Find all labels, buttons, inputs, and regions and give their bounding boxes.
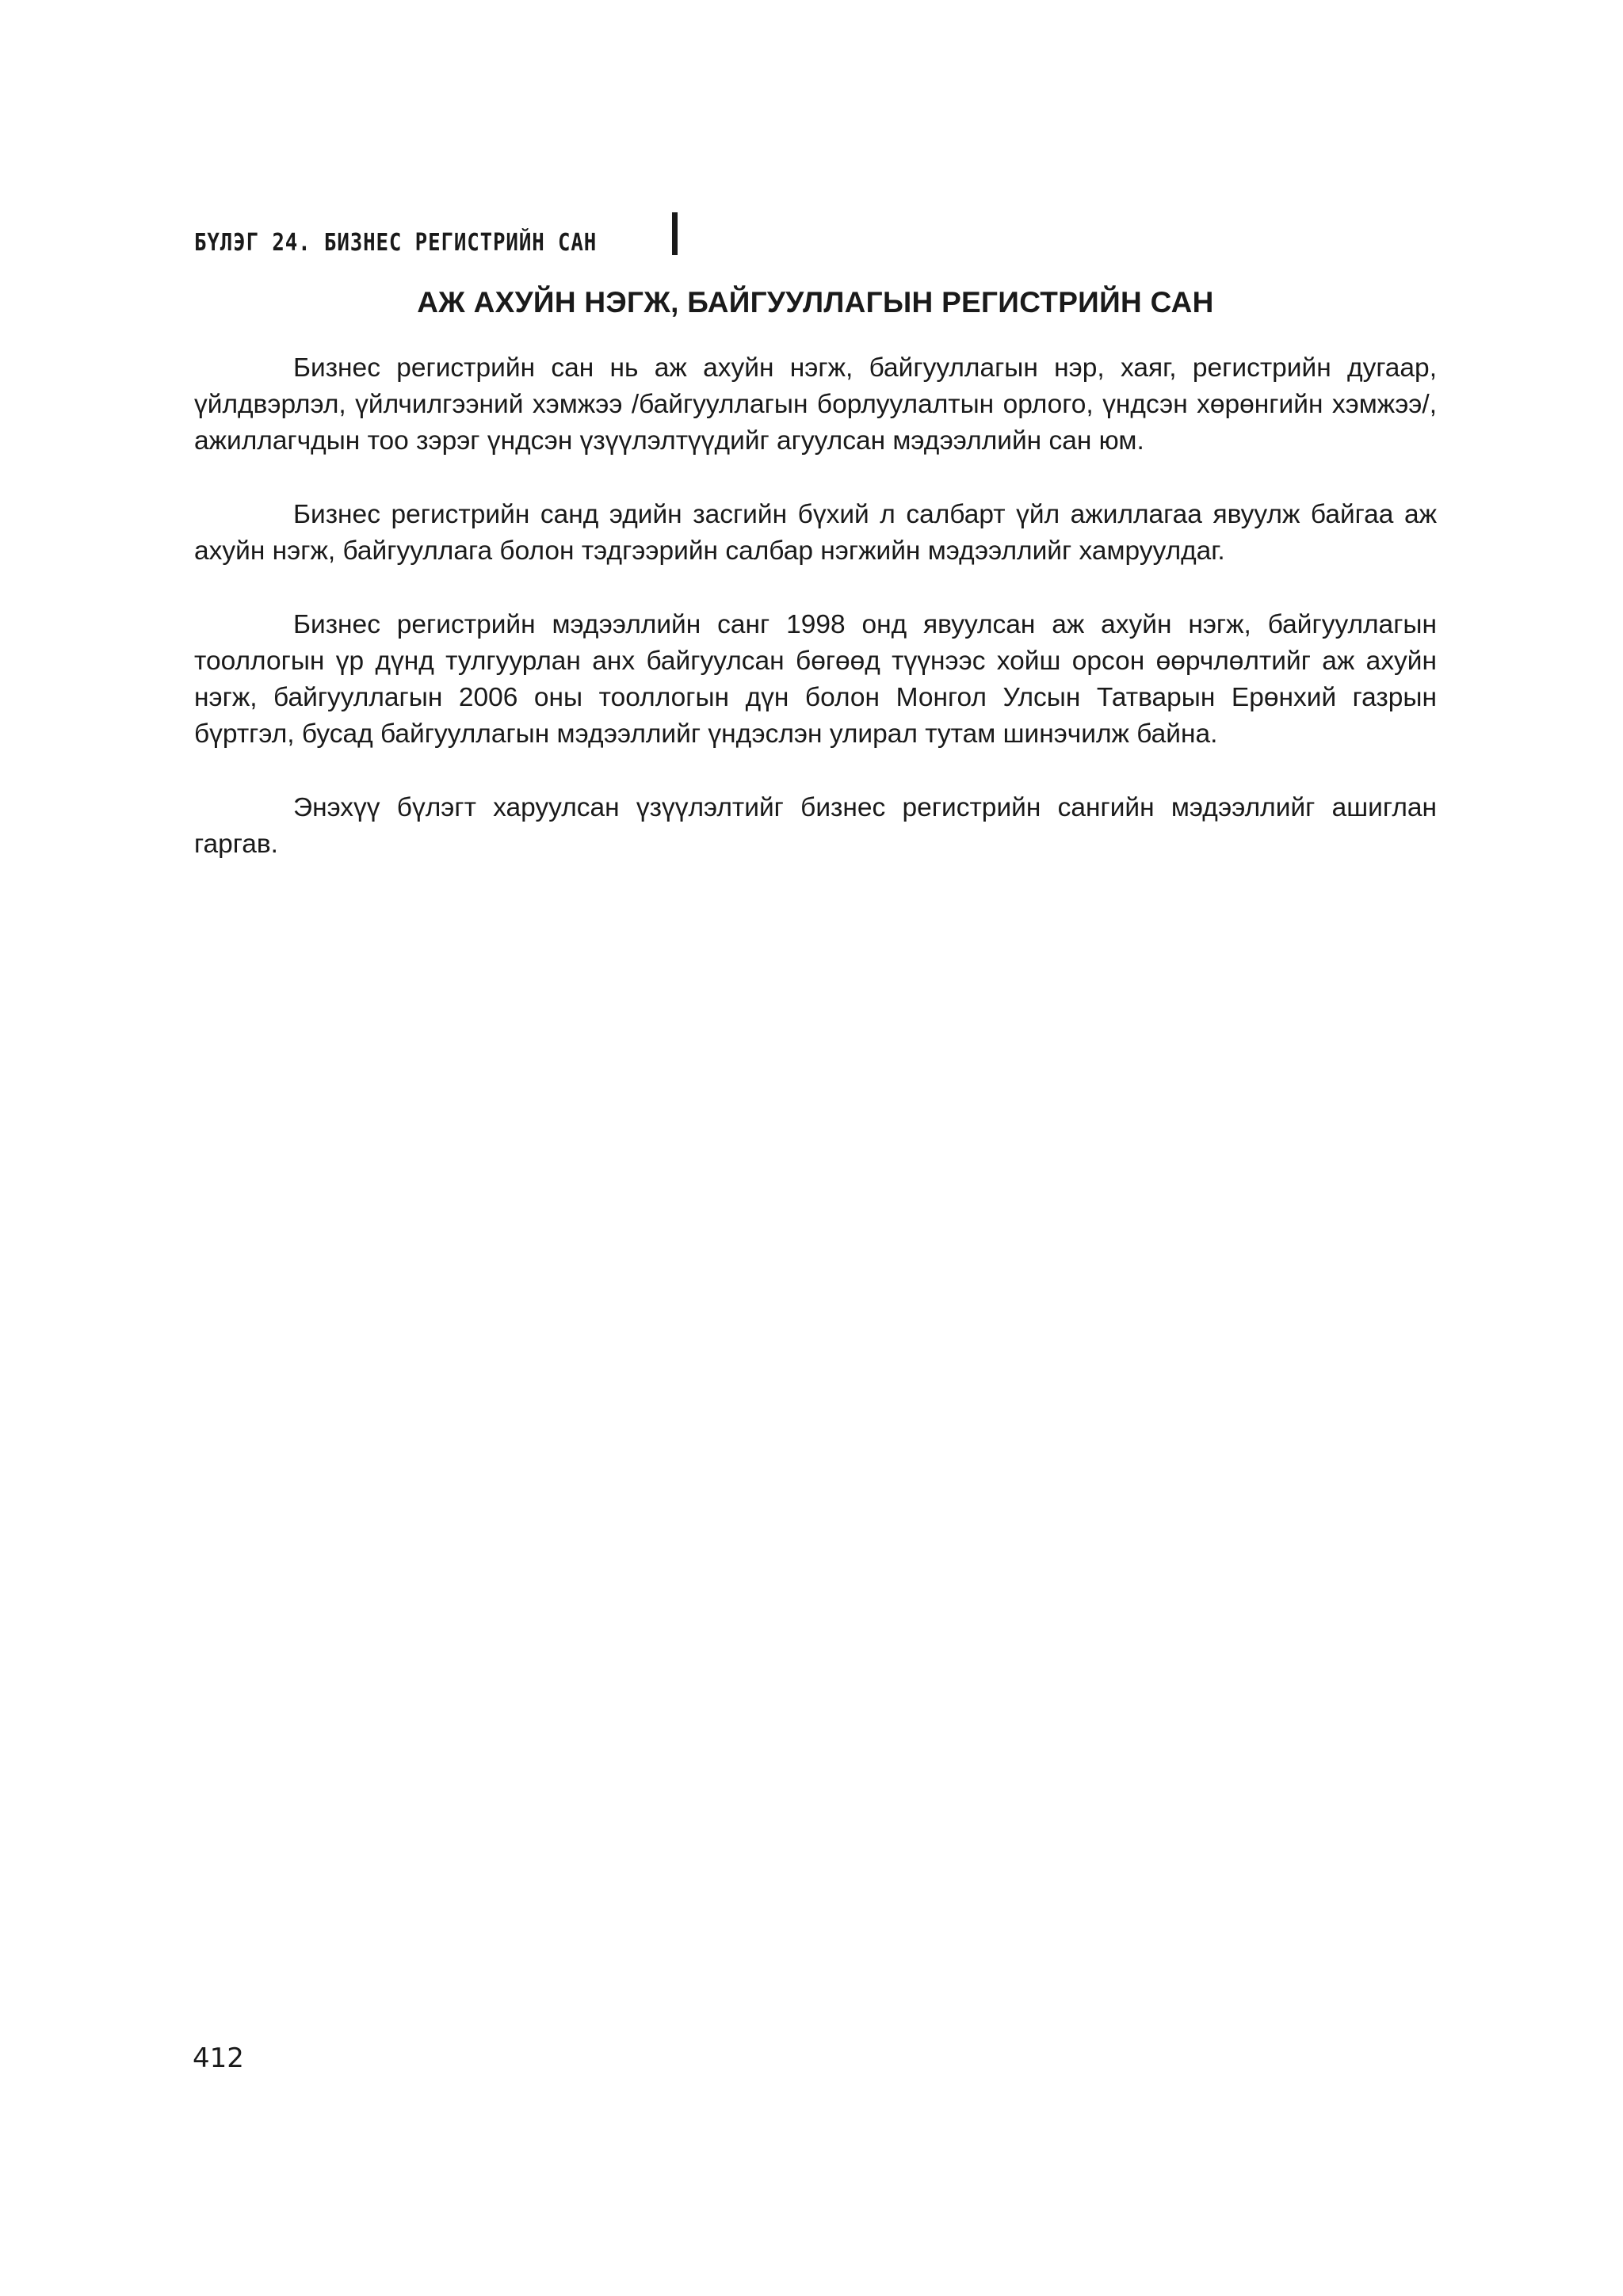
paragraph: Энэхүү бүлэгт харуулсан үзүүлэлтийг бизнес регистрийн сангийн мэдээллийг ашиглан гаргав. <box>194 793 1437 859</box>
chapter-header-rule <box>672 212 678 255</box>
chapter-header <box>194 212 663 261</box>
page-number: 412 <box>193 2042 244 2074</box>
paragraph: Бизнес регистрийн санд эдийн засгийн бүхий л салбарт үйл ажиллагаа явуулж байгаа аж ахуйн нэгж, байгууллага болон тэдгээрийн салбар нэгжийн мэдээллийг хамруулдаг. <box>194 500 1437 566</box>
paragraph: Бизнес регистрийн мэдээллийн санг 1998 онд явуулсан аж ахуйн нэгж, байгууллагын тооллогын үр дүнд тулгуурлан анх байгуулсан бөгөөд түүнээс хойш орсон өөрчлөлтийг аж ахуйн нэгж, байгууллагын 2006 оны тооллогын дүн болон Монгол Улсын Татварын Ерөнхий газрын бүртгэл, бусад байгууллагын мэдээллийг үндэслэн улирал тутам шинэчилж байна. <box>194 610 1437 749</box>
section-title: АЖ АХУЙН НЭГЖ, БАЙГУУЛЛАГЫН РЕГИСТРИЙН САН <box>417 286 1214 318</box>
paragraph: Бизнес регистрийн сан нь аж ахуйн нэгж, байгууллагын нэр, хаяг, регистрийн дугаар, үйлдвэрлэл, үйлчилгээний хэмжээ /байгууллагын борлуулалтын орлого, үндсэн хөрөнгийн хэмжээ/, ажиллагчдын тоо зэрэг үндсэн үзүүлэлтүүдийг агуулсан мэдээллийн сан юм. <box>194 353 1437 456</box>
chapter-title: БҮЛЭГ 24. БИЗНЕС РЕГИСТРИЙН САН <box>194 228 598 257</box>
body-text <box>194 350 1437 900</box>
